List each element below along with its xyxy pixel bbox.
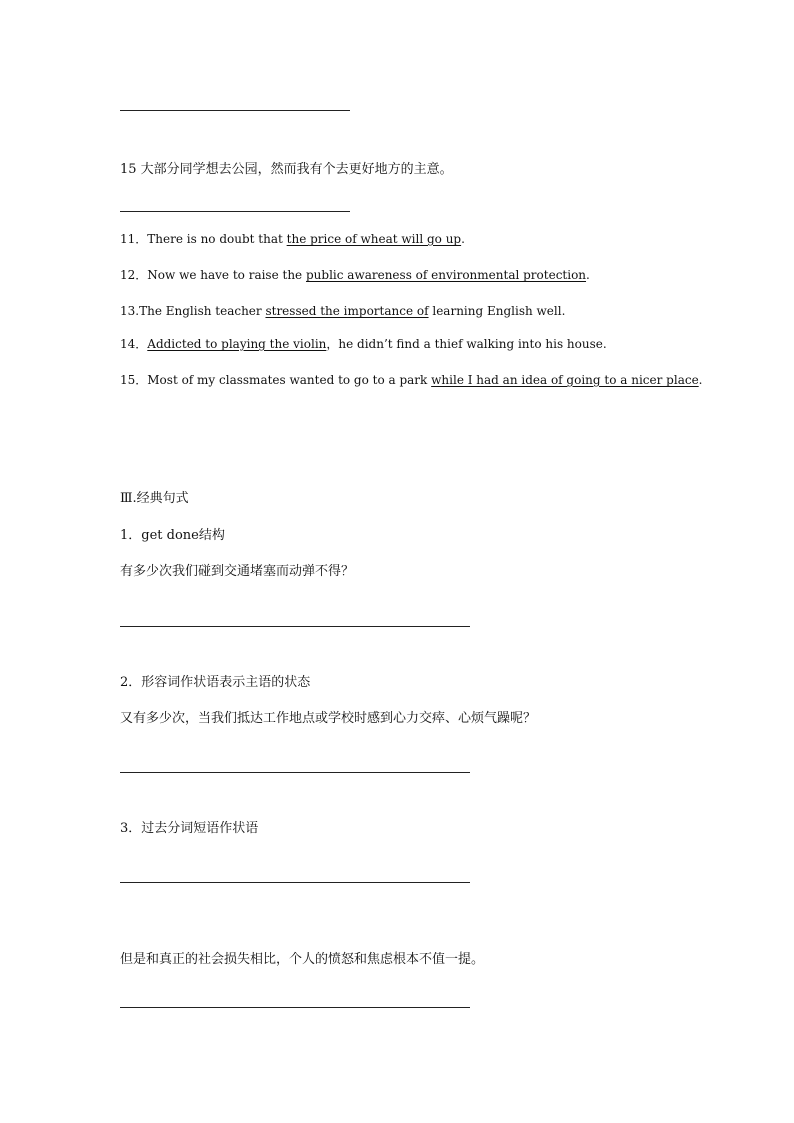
- answer-12-underlined: public awareness of environmental protection: [305, 268, 587, 282]
- answer-line-1[interactable]: [120, 110, 350, 111]
- pattern-3-heading: 3．过去分词短语作状语: [120, 821, 259, 836]
- answer-11-underlined: the price of wheat will go up: [286, 232, 462, 246]
- answer-12-post: .: [586, 268, 590, 282]
- answer-line-2[interactable]: [120, 211, 350, 212]
- answer-12: [120, 267, 590, 283]
- answer-14-pre: 14．: [120, 337, 148, 351]
- answer-11-pre: 11．There is no doubt that: [120, 232, 287, 246]
- answer-13: [120, 303, 565, 319]
- answer-13-underlined: stressed the importance of: [265, 304, 429, 318]
- answer-14-post: ，he didn’t find a thief walking into his house.: [326, 337, 607, 351]
- pattern-2-heading: 2．形容词作状语表示主语的状态: [120, 675, 311, 690]
- section-title: Ⅲ.经典句式: [120, 491, 189, 506]
- answer-12-pre: 12．Now we have to raise the: [120, 268, 306, 282]
- pattern-2-prompt: 又有多少次，当我们抵达工作地点或学校时感到心力交瘁、心烦气躁呢？: [120, 711, 537, 726]
- answer-11: [120, 231, 465, 247]
- answer-line-3[interactable]: [120, 626, 470, 627]
- answer-15-underlined: while I had an idea of going to a nicer place: [431, 373, 699, 387]
- answer-14: [120, 336, 607, 352]
- pattern-1-heading: 1．get done结构: [120, 528, 225, 543]
- answer-14-underlined: Addicted to playing the violin: [147, 337, 327, 351]
- answer-13-pre: 13.The English teacher: [120, 304, 266, 318]
- answer-15-post: .: [698, 373, 703, 387]
- answer-13-post: learning English well.: [428, 304, 566, 318]
- answer-line-5[interactable]: [120, 882, 470, 883]
- answer-line-6[interactable]: [120, 1007, 470, 1008]
- pattern-3-prompt: 但是和真正的社会损失相比，个人的愤怒和焦虑根本不值一提。: [120, 952, 485, 967]
- item-15-chinese: 15 大部分同学想去公园，然而我有个去更好地方的主意。: [120, 162, 453, 177]
- answer-15-pre: 15．Most of my classmates wanted to go to a park: [120, 373, 432, 387]
- answer-11-post: .: [461, 232, 465, 246]
- answer-15: [120, 372, 703, 388]
- answer-line-4[interactable]: [120, 772, 470, 773]
- pattern-1-prompt: 有多少次我们碰到交通堵塞而动弹不得？: [120, 564, 355, 579]
